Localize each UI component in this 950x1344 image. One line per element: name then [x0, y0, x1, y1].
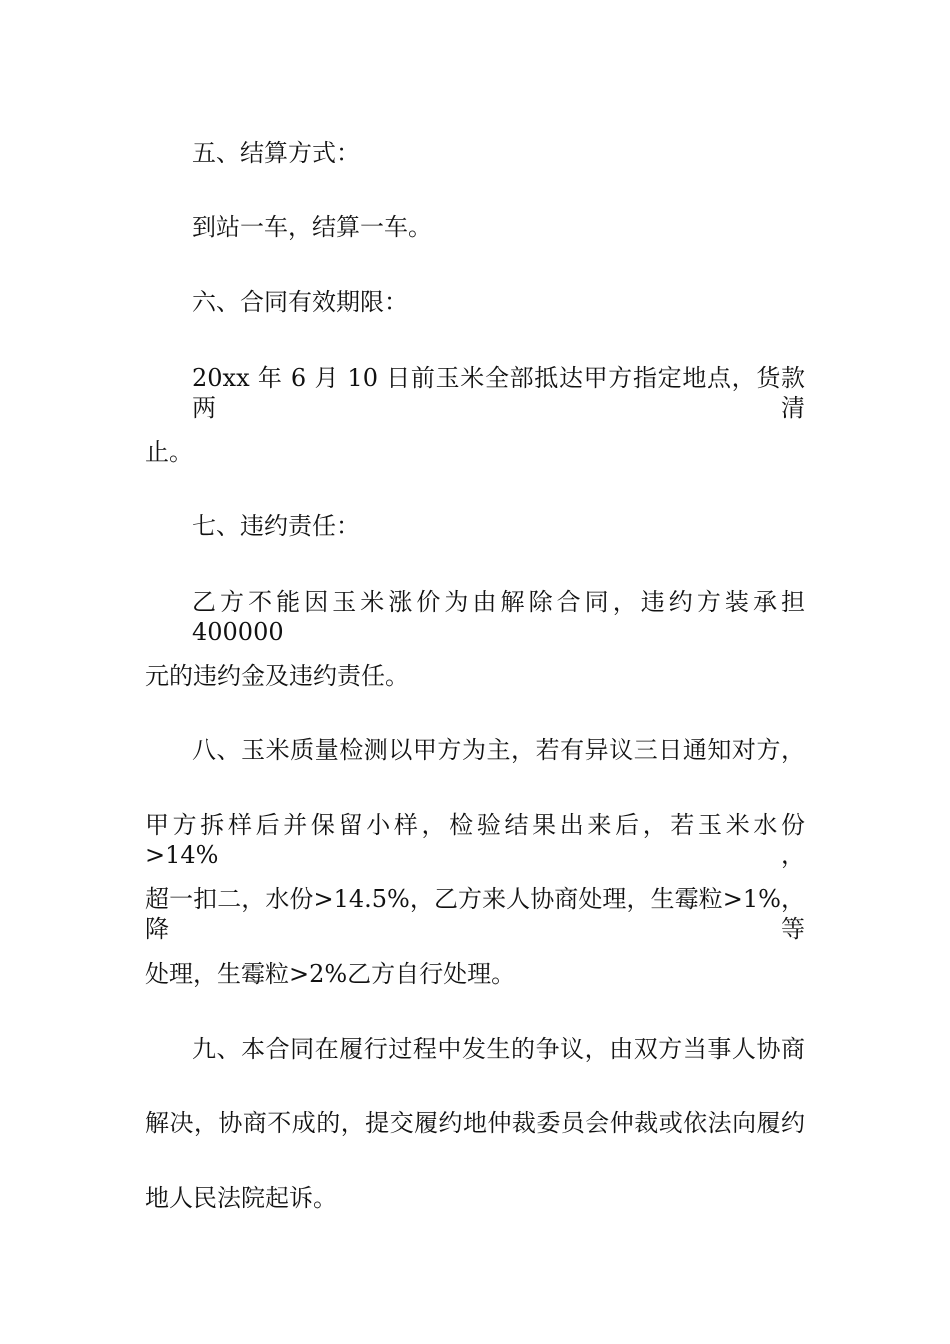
section-7-text-line-2: 元的违约金及违约责任。 [145, 662, 409, 690]
section-8-line-3: 超一扣二，水份>14.5%，乙方来人协商处理，生霉粒>1%，降等 [145, 885, 805, 943]
section-8-line-1: 八、玉米质量检测以甲方为主，若有异议三日通知对方， [192, 736, 805, 764]
section-7-heading: 七、违约责任： [192, 512, 360, 540]
section-7-text-line-1: 乙方不能因玉米涨价为由解除合同，违约方装承担 400000 [192, 588, 805, 646]
section-6-text-line-2: 止。 [145, 438, 193, 466]
section-6-heading: 六、合同有效期限： [192, 288, 408, 316]
section-6-text-line-1: 20xx 年 6 月 10 日前玉米全部抵达甲方指定地点，货款两清 [192, 364, 805, 422]
section-9-line-3: 地人民法院起诉。 [145, 1184, 337, 1212]
section-8-line-2: 甲方拆样后并保留小样，检验结果出来后，若玉米水份>14%， [145, 811, 805, 869]
section-5-text: 到站一车，结算一车。 [192, 213, 432, 241]
section-5-heading: 五、结算方式： [192, 139, 360, 167]
section-8-line-4: 处理，生霉粒>2%乙方自行处理。 [145, 960, 516, 988]
section-9-line-1: 九、本合同在履行过程中发生的争议，由双方当事人协商 [192, 1035, 805, 1063]
section-9-line-2: 解决，协商不成的，提交履约地仲裁委员会仲裁或依法向履约 [145, 1109, 805, 1137]
